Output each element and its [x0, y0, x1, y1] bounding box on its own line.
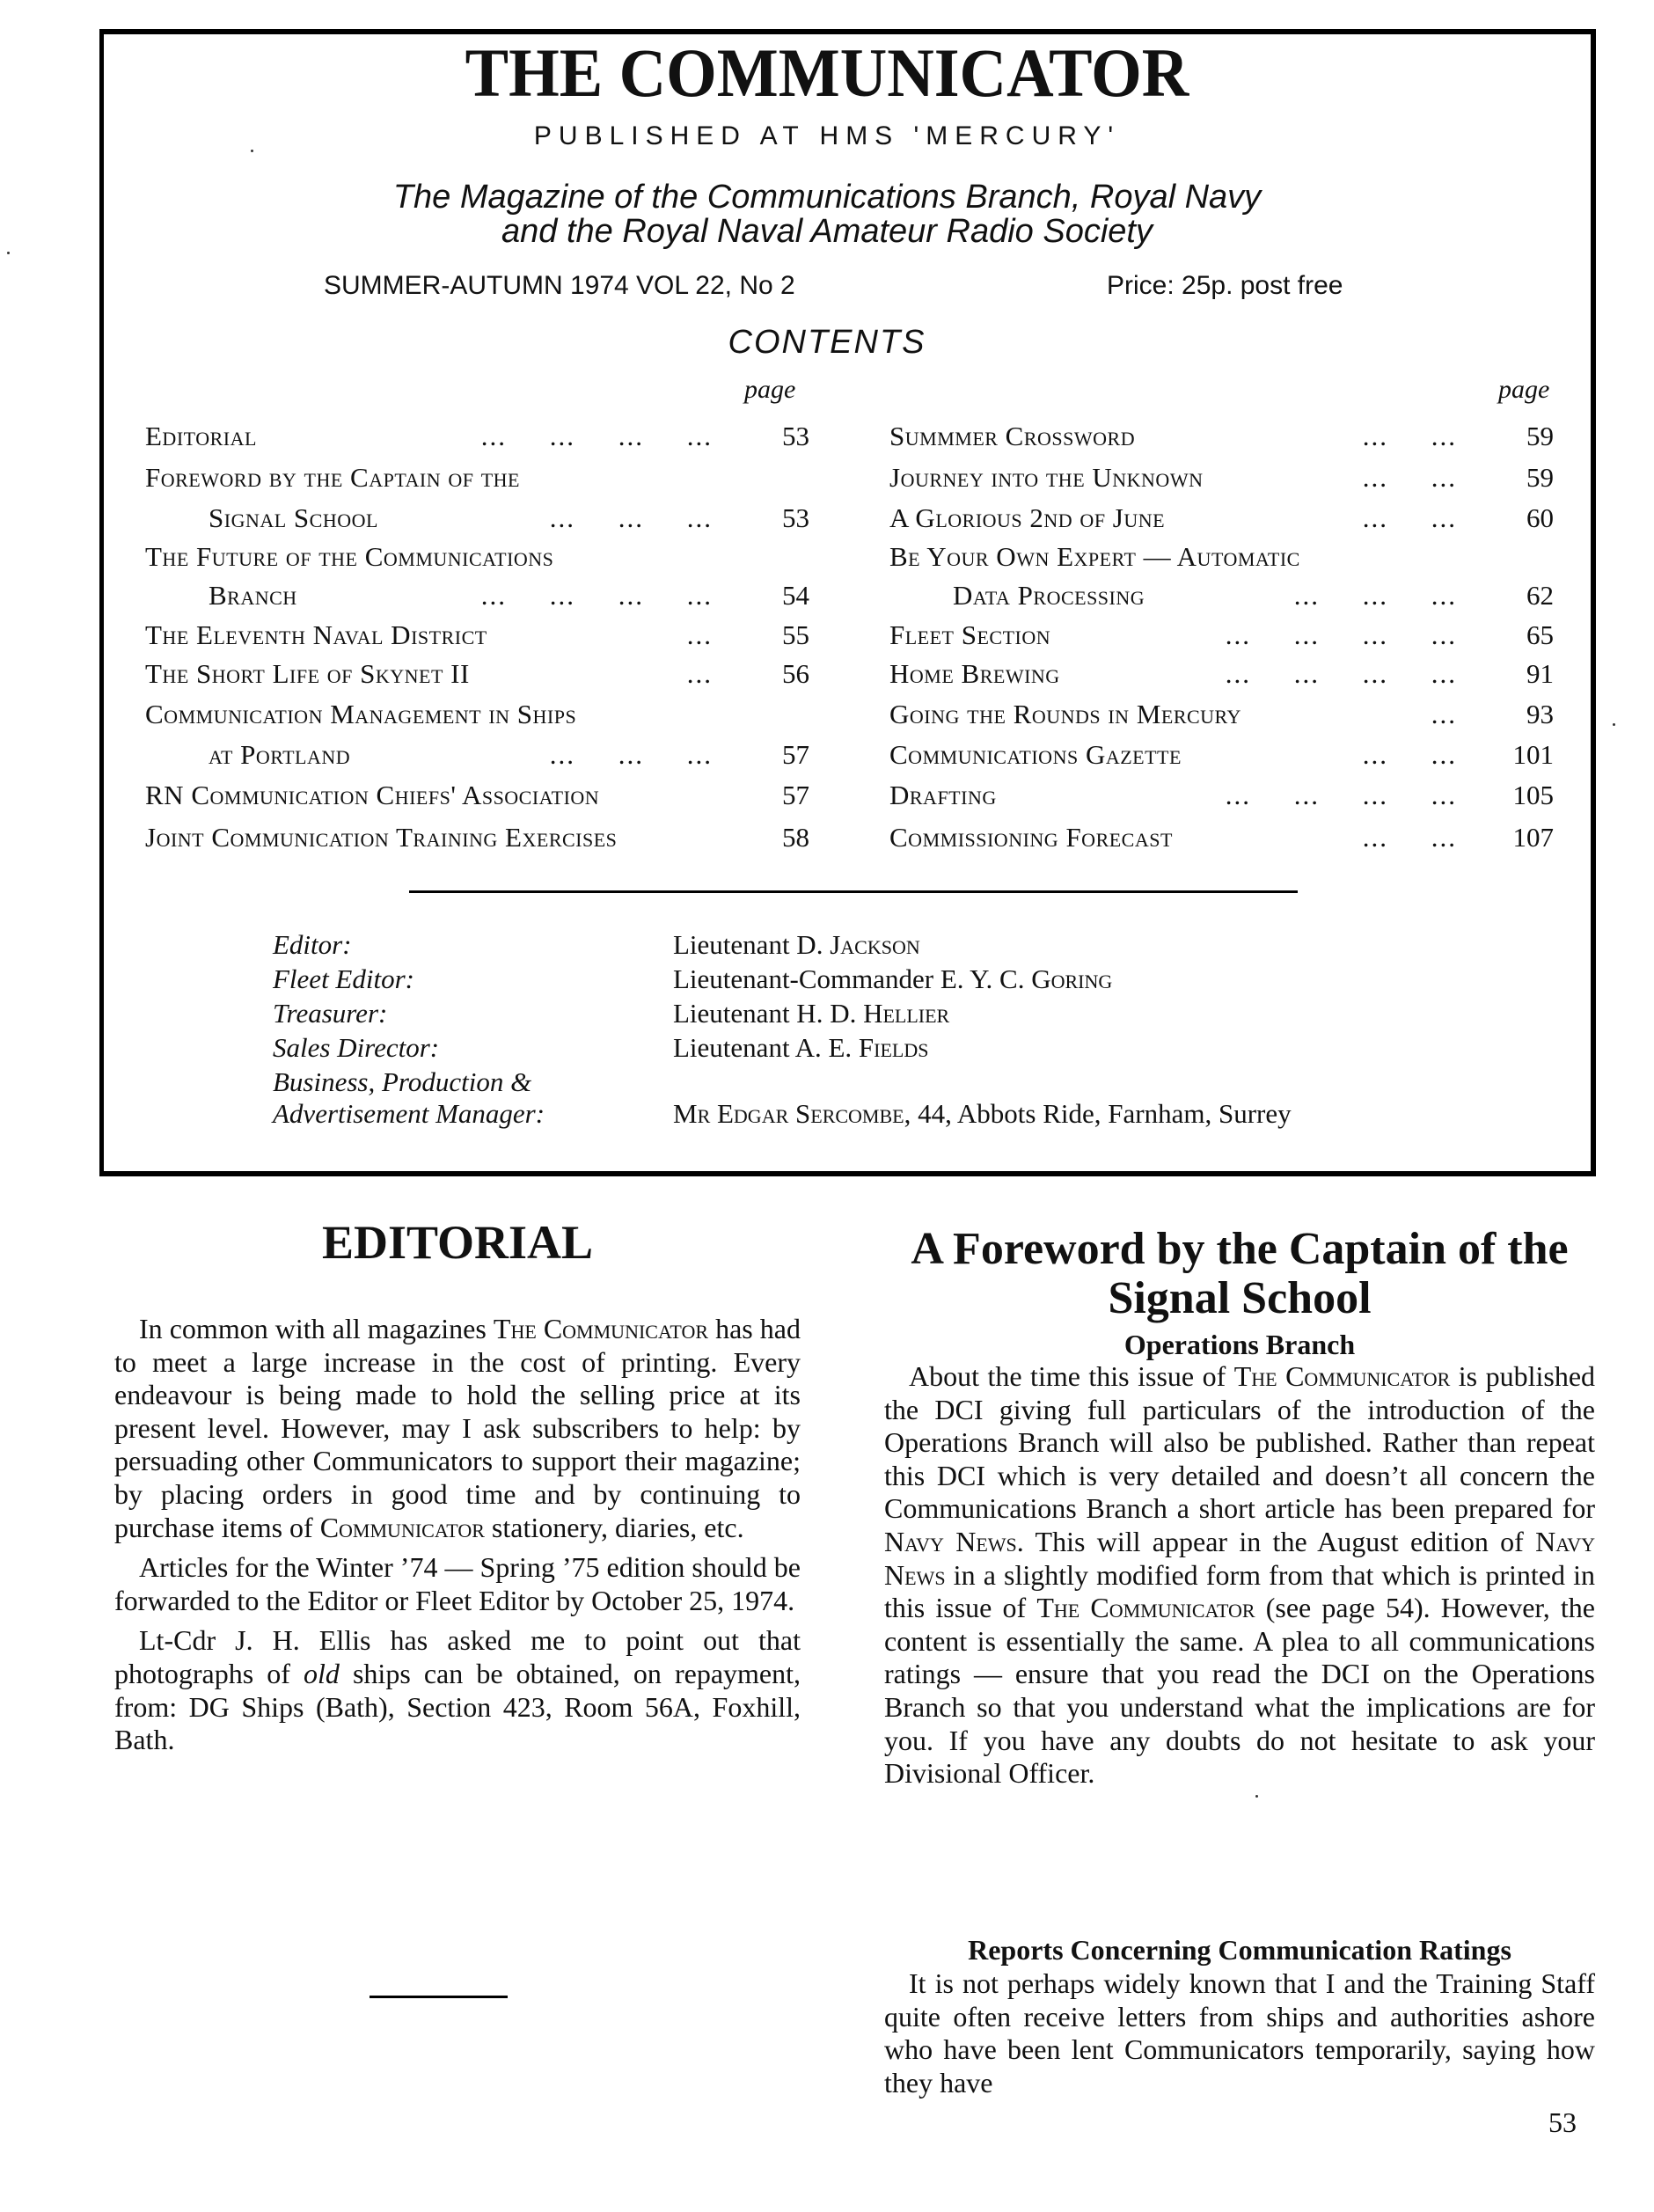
- toc-entry-title: Branch: [209, 580, 297, 611]
- foreword-paragraph-1: About the time this issue of The Communicator is published the DCI giving full particulars of the introduction of the Operations Branch will also be published. Rather than repeat this DCI which is very detailed and doesn’t all concern the Communications Branch a short article has been prepared for Navy News. This will appear in the August edition of Navy News in a slightly modified form from that which is printed in this issue of The Communicator (see page 54). However, the content is essentially the same. A plea to all communications ratings — ensure that you read the DCI on the Operations Branch so that you understand what the implications are for you. If you have any doubts do not hesitate to ask your Divisional Officer.: [884, 1360, 1596, 1790]
- staff-role: Business, Production &: [273, 1066, 532, 1097]
- toc-entry-title: Be Your Own Expert — Automatic: [889, 541, 1300, 572]
- toc-leader-dots: ...: [1431, 699, 1457, 729]
- toc-page-number: 59: [1526, 421, 1554, 451]
- toc-entry-title: The Eleventh Naval District: [145, 619, 487, 650]
- toc-entry-title: Journey into the Unknown: [889, 462, 1204, 493]
- toc-leader-dots: ... ... ... ...: [1225, 780, 1457, 810]
- toc-entry-title: Signal School: [209, 502, 378, 533]
- toc-leader-dots: ... ... ... ...: [1225, 619, 1457, 650]
- toc-leader-dots: ... ... ... ...: [480, 421, 713, 451]
- toc-entry-title: Joint Communication Training Exercises: [145, 822, 618, 853]
- toc-leader-dots: ... ... ...: [549, 739, 713, 770]
- toc-entry-title: Communication Management in Ships: [145, 699, 577, 729]
- staff-name: Lieutenant A. E. Fields: [673, 1032, 929, 1063]
- staff-role: Advertisement Manager:: [273, 1098, 545, 1129]
- toc-entry-title: Fleet Section: [889, 619, 1051, 650]
- toc-entry-title: Drafting: [889, 780, 997, 810]
- staff-role: Fleet Editor:: [273, 963, 414, 994]
- toc-page-number: 57: [782, 780, 809, 810]
- page-label-right: page: [1498, 375, 1550, 404]
- toc-page-number: 62: [1526, 580, 1554, 611]
- toc-leader-dots: ...: [686, 619, 713, 650]
- toc-entry-title: Going the Rounds in Mercury: [889, 699, 1241, 729]
- toc-entry-title: Editorial: [145, 421, 257, 451]
- toc-leader-dots: ...: [686, 658, 713, 689]
- toc-page-number: 53: [782, 502, 809, 533]
- staff-name: Lieutenant H. D. Hellier: [673, 998, 950, 1029]
- scan-speck: [251, 150, 253, 152]
- masthead-divider: [409, 890, 1298, 893]
- magazine-title: THE COMMUNICATOR: [465, 34, 1189, 111]
- toc-leader-dots: ... ... ... ...: [480, 580, 713, 611]
- toc-entry-title: Data Processing: [953, 580, 1145, 611]
- toc-entry-title: A Glorious 2nd of June: [889, 502, 1166, 533]
- contents-heading: CONTENTS: [728, 324, 926, 361]
- toc-leader-dots: ... ... ...: [549, 502, 713, 533]
- staff-name: Mr Edgar Sercombe, 44, Abbots Ride, Farnham, Surrey: [673, 1098, 1292, 1129]
- reports-section-heading: Reports Concerning Communication Ratings: [968, 1934, 1511, 1966]
- page-label-left: page: [744, 375, 796, 404]
- toc-page-number: 101: [1512, 739, 1554, 770]
- toc-leader-dots: ... ...: [1362, 822, 1457, 853]
- editorial-paragraph-1: In common with all magazines The Communicator has had to meet a large increase in the cost of printing. Every endeavour is being made to hold the selling price at its present level. However, may I ask subscribers to help: by persuading other Communicators to support their magazine; by placing orders in good time and by continuing to purchase items of Communicator stationery, diaries, etc.: [114, 1313, 801, 1543]
- toc-entry-title: at Portland: [209, 739, 351, 770]
- toc-right-column: [889, 422, 1554, 862]
- toc-page-number: 60: [1526, 502, 1554, 533]
- published-at-line: PUBLISHED AT HMS 'MERCURY': [533, 121, 1121, 150]
- toc-entry-title: Communications Gazette: [889, 739, 1182, 770]
- toc-entry-title: Commissioning Forecast: [889, 822, 1173, 853]
- toc-entry-title: Home Brewing: [889, 658, 1060, 689]
- toc-page-number: 91: [1526, 658, 1554, 689]
- toc-page-number: 59: [1526, 462, 1554, 493]
- toc-entry-title: Summmer Crossword: [889, 421, 1136, 451]
- tagline-line-2: and the Royal Naval Amateur Radio Society: [501, 213, 1153, 250]
- toc-page-number: 57: [782, 739, 809, 770]
- toc-entry-title: Foreword by the Captain of the: [145, 462, 520, 493]
- toc-entry-title: The Short Life of Skynet II: [145, 658, 470, 689]
- editorial-paragraph-3: Lt-Cdr J. H. Ellis has asked me to point out that photographs of old ships can be obtained, on repayment, from: DG Ships (Bath), Section 423, Room 56A, Foxhill, Bath.: [114, 1624, 801, 1756]
- reports-paragraph-1: It is not perhaps widely known that I and the Training Staff quite often receive letters from ships and authorities ashore who have been lent Communicators temporarily, saying how they have: [884, 1967, 1595, 2098]
- toc-page-number: 54: [782, 580, 809, 611]
- toc-leader-dots: ... ... ...: [1293, 580, 1457, 611]
- scan-speck: [7, 252, 10, 254]
- editorial-end-rule: [370, 1996, 508, 1998]
- scan-speck: [1613, 723, 1615, 726]
- foreword-heading: A Foreword by the Captain of the Signal School: [911, 1224, 1569, 1323]
- toc-left-column: [145, 422, 809, 862]
- staff-role: Editor:: [273, 929, 352, 960]
- toc-page-number: 105: [1512, 780, 1554, 810]
- staff-name: Lieutenant D. Jackson: [673, 929, 920, 960]
- issue-info: SUMMER-AUTUMN 1974 VOL 22, No 2: [324, 271, 795, 300]
- toc-page-number: 56: [782, 658, 809, 689]
- toc-page-number: 93: [1526, 699, 1554, 729]
- toc-page-number: 53: [782, 421, 809, 451]
- staff-name: Lieutenant-Commander E. Y. C. Goring: [673, 963, 1113, 994]
- editorial-body: [114, 1313, 801, 1757]
- toc-leader-dots: ... ... ... ...: [1225, 658, 1457, 689]
- price-info: Price: 25p. post free: [1107, 271, 1343, 300]
- toc-entry-title: The Future of the Communications: [145, 541, 554, 572]
- staff-role: Sales Director:: [273, 1032, 440, 1063]
- editorial-paragraph-2: Articles for the Winter ’74 — Spring ’75 edition should be forwarded to the Editor or Fleet Editor by October 25, 1974.: [114, 1551, 801, 1616]
- foreword-body: [884, 1360, 1595, 1791]
- toc-leader-dots: ... ...: [1362, 421, 1457, 451]
- editorial-heading: EDITORIAL: [321, 1216, 594, 1269]
- toc-page-number: 58: [782, 822, 809, 853]
- foreword-subheading: Operations Branch: [1123, 1329, 1356, 1360]
- staff-role: Treasurer:: [273, 998, 388, 1029]
- toc-leader-dots: ... ...: [1362, 462, 1457, 493]
- reports-body: [884, 1967, 1595, 2099]
- toc-page-number: 65: [1526, 619, 1554, 650]
- scan-speck: [1255, 1795, 1258, 1798]
- page-number: 53: [1548, 2106, 1577, 2138]
- toc-page-number: 107: [1512, 822, 1554, 853]
- toc-entry-title: RN Communication Chiefs' Association: [145, 780, 600, 810]
- toc-page-number: 55: [782, 619, 809, 650]
- toc-leader-dots: ... ...: [1362, 739, 1457, 770]
- tagline-line-1: The Magazine of the Communications Branch, Royal Navy: [392, 179, 1262, 216]
- toc-leader-dots: ... ...: [1362, 502, 1457, 533]
